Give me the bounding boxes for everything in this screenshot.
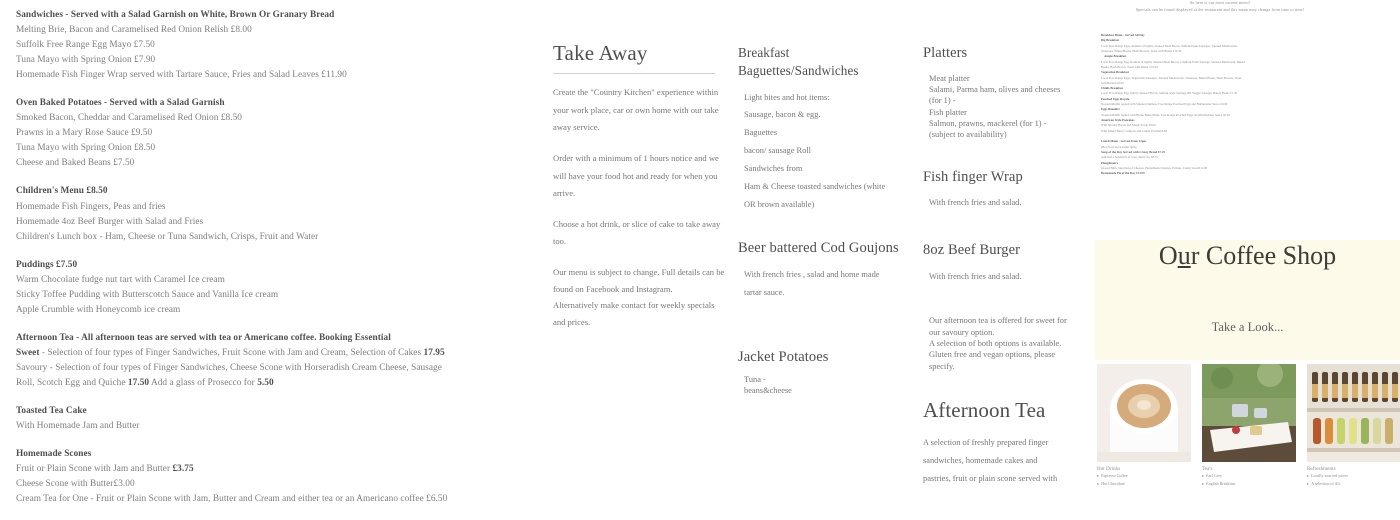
take-away-paragraph: Order with a minimum of 1 hours notice and we will have your food hot and ready for when you arrive.	[553, 152, 719, 199]
micro-menu-heading: Breakfast Menu - Served All Day	[1101, 33, 1145, 37]
bottled-drinks-shelf-photo	[1307, 364, 1400, 462]
menu-item-line	[16, 477, 536, 492]
platters-note-line: A selection of both options is available.	[929, 339, 1062, 349]
menu-emphasis: 17.50	[127, 377, 150, 388]
afternoon-tea-lines	[923, 434, 1103, 487]
card-list-item: ▸ A selection of Alc	[1307, 480, 1400, 488]
cod-goujons-line: tartar sauce.	[744, 287, 785, 297]
main-menu-column	[16, 8, 536, 520]
menu-item-line: With Homemade Jam and Butter	[16, 421, 140, 432]
menu-section	[16, 184, 536, 244]
menu-item-line	[16, 361, 536, 376]
platter-item: (subject to availability)	[929, 130, 1007, 140]
platters-items	[923, 73, 1103, 141]
breakfast-baguettes-items	[738, 89, 913, 214]
menu-emphasis: £3.75	[172, 464, 194, 475]
jacket-potatoes-line: Tuna -	[744, 375, 766, 385]
card-heading: Hot Drinks	[1097, 467, 1121, 472]
platters-note-line: specify.	[929, 361, 955, 371]
micro-menu-line: Tomatoes, Baked Beans, Hash Browns, Toast with Butter £12.50	[1101, 48, 1182, 53]
menu-text: Fruit or Plain Scone with Jam and Butter	[16, 464, 173, 475]
menu-item-line: Prawns in a Mary Rose Sauce £9.50	[16, 128, 153, 139]
platters-note	[923, 315, 1103, 372]
coffee-shop-card[interactable]	[1097, 364, 1191, 488]
menu-section	[16, 258, 536, 318]
take-away-title: Take Away	[553, 41, 648, 65]
micro-menu-heading: Soup of the Day Served with Crusty Bread £7.25	[1101, 149, 1165, 154]
menu-emphasis: 17.95	[423, 347, 445, 358]
menu-item-line: Melting Brie, Bacon and Caramelised Red Onion Relish £8.00	[16, 25, 252, 36]
latte-cup-photo	[1097, 364, 1191, 462]
menu-section-heading: Toasted Tea Cake	[16, 406, 87, 417]
platter-item: Fish platter	[929, 107, 967, 117]
afternoon-tea-line: sandwiches, homemade cakes and	[923, 456, 1038, 466]
menu-item-line: Smoked Bacon, Cheddar and Caramelised Red Onion £8.50	[16, 113, 242, 124]
menu-item-line	[16, 376, 536, 391]
breakfast-baguettes-title	[738, 44, 913, 80]
micro-menu-heading: Ploughman's	[1101, 160, 1119, 165]
card-list-item: ▸ English Breakfast	[1202, 480, 1296, 488]
menu-section	[16, 331, 536, 391]
platters-note-line: Gluten free and vegan options, please	[929, 350, 1056, 360]
menu-section-heading: Children's Menu £8.50	[16, 186, 108, 197]
menu-item-line: Tuna Mayo with Spring Onion £8.50	[16, 143, 156, 154]
menu-text: Cream Tea for One - Fruit or Plain Scone with Jam, Butter and Cream and either tea or an Americano coffee £6.50	[16, 494, 448, 505]
menu-section-heading: Puddings £7.50	[16, 259, 78, 270]
take-away-paragraph: Our menu is subject to change. Full details can be found on Facebook and Instagram.	[553, 266, 725, 294]
micro-menu-line: Beans, Hash Brown, Toast with Butter £10.95	[1101, 64, 1158, 69]
afternoon-tea-title: Afternoon Tea	[923, 398, 1046, 423]
take-away-divider	[553, 73, 715, 74]
menu-item-line: Homemade 4oz Beef Burger with Salad and Fries	[16, 216, 204, 227]
breakfast-baguettes-title-line2: Baguettes/Sandwiches	[738, 62, 859, 78]
menu-section-heading: Oven Baked Potatoes - Served with a Salad Garnish	[16, 98, 225, 109]
menu-section	[16, 447, 536, 507]
menu-item-line: Suffolk Free Range Egg Mayo £7.50	[16, 40, 155, 51]
micro-menu-heading: Big Breakfast	[1101, 38, 1120, 43]
beef-burger-lines	[923, 268, 1103, 286]
card-list-item: ▸ Espresso Coffee	[1097, 472, 1191, 480]
menu-text: Savoury - Selection of four types of Finger Sandwiches, Cheese Scone with Horseradish Cream Cheese, Sausage	[16, 362, 442, 373]
micro-menu-line: With Mixed Berry Compote and Crème Fraiche£6.80	[1101, 128, 1168, 133]
micro-menu-heading: Vegetarian Breakfast	[1101, 70, 1129, 75]
beef-burger-line: With french fries and salad.	[929, 271, 1022, 281]
fish-finger-wrap-title: Fish finger Wrap	[923, 168, 1023, 185]
menu-item-line	[16, 346, 536, 361]
menu-item-line: Homemade Fish Fingers, Peas and fries	[16, 201, 166, 212]
menu-text: Roll, Scotch Egg and Quiche	[16, 377, 128, 388]
micro-menu-heading: Ample Breakfast	[1104, 54, 1127, 59]
fish-wrap-line: With french fries and salad.	[929, 198, 1022, 208]
micro-menu-heading: Poached Eggs Royale	[1101, 96, 1130, 101]
cod-goujons-lines	[738, 266, 913, 302]
platter-item: Salmon, prawns, mackerel (for 1) -	[929, 118, 1047, 128]
menu-text: Add a glass of Prosecco for	[149, 377, 258, 388]
coffee-shop-title-underline: u	[1177, 241, 1191, 270]
afternoon-tea-line: A selection of freshly prepared finger	[923, 438, 1049, 448]
breakfast-item: Sandwiches from	[744, 163, 803, 173]
fish-finger-wrap-lines	[923, 194, 1103, 212]
menu-item-line: Apple Crumble with Honeycomb ice cream	[16, 304, 181, 315]
breakfast-item: bacon/ sausage Roll	[744, 146, 811, 156]
micro-menu-line: Add half a Sandwich of your choice for £8.75	[1101, 155, 1158, 160]
cod-goujons-title: Beer battered Cod Goujons	[738, 240, 899, 257]
platters-note-line: our savoury option.	[929, 327, 995, 337]
card-list-item: ▸ Earl Grey	[1202, 472, 1296, 480]
coffee-shop-title-post: r Coffee Shop	[1190, 241, 1337, 270]
card-list-item: ▸ Hot Chocolate	[1097, 480, 1191, 488]
afternoon-tea-line: pastries, fruit or plain scone served with	[923, 474, 1058, 484]
platter-item: (for 1) -	[929, 96, 956, 106]
coffee-shop-title-pre: O	[1158, 241, 1178, 270]
coffee-shop-card[interactable]	[1307, 364, 1400, 488]
afternoon-tea-platter-photo	[1202, 364, 1296, 462]
platters-title: Platters	[923, 45, 968, 61]
breakfast-item: Light bites and hot items:	[744, 92, 830, 102]
micro-menu-line: Toasted Muffin topped with Home Baked Ham, Free Range Poached Eggs and Hollandaise Sauce £8.95	[1101, 112, 1230, 117]
menu-item-line: Homemade Fish Finger Wrap served with Tartare Sauce, Fries and Salad Leaves £11.90	[16, 70, 347, 81]
menu-item-line: Children's Lunch box - Ham, Cheese or Tuna Sandwich, Crisps, Fruit and Water	[16, 231, 319, 242]
beef-burger-title: 8oz Beef Burger	[923, 242, 1021, 258]
menu-item-line: Cheese and Baked Beans £7.50	[16, 158, 135, 169]
micro-menu-heading: Lunch Menu - Served From 12pm	[1101, 139, 1147, 144]
coffee-shop-card[interactable]	[1202, 364, 1296, 488]
cod-goujons-line: With french fries , salad and home made	[744, 269, 880, 279]
coffee-shop-cards	[1097, 364, 1400, 488]
platter-item: Salami, Parma ham, olives and cheeses	[929, 84, 1061, 94]
micro-menu-heading: Eggs Benedict	[1101, 107, 1120, 112]
breakfast-baguettes-column	[738, 44, 913, 397]
menu-emphasis: Sweet	[16, 347, 40, 358]
menu-section-heading: Afternoon Tea - All afternoon teas are served with tea or Americano coffee. Booking Essential	[16, 332, 391, 343]
micro-menu-line: Glazed Ham, Selection of Cheeses, Homemade Chutney, Pickles, Crusty bread£12.00	[1101, 165, 1208, 170]
breakfast-item: OR brown available)	[744, 199, 815, 209]
platter-item: Meat platter	[929, 73, 970, 83]
menu-text: Cheese Scone with Butter£3.00	[16, 479, 135, 490]
breakfast-baguettes-title-line1: Breakfast	[738, 45, 790, 60]
card-heading: Tea's	[1202, 467, 1213, 472]
breakfast-lunch-micro-menu	[1101, 33, 1397, 176]
breakfast-item: Ham & Cheese toasted sandwiches (white	[744, 181, 886, 191]
menu-text: - Selection of four types of Finger Sandwiches, Fruit Scone with Jam and Cream, Selection of Cakes	[39, 347, 424, 358]
micro-menu-line: (Hot Food served until 3pm)	[1101, 144, 1137, 149]
take-away-body	[553, 84, 725, 331]
menu-item-line: Sticky Toffee Pudding with Butterscotch Sauce and Vanilla Ice cream	[16, 289, 279, 300]
take-away-paragraph: Choose a hot drink, or slice of cake to take away too.	[553, 218, 721, 247]
banner-line-2: Specials can be found displayed at the restaurant and this menu may change from time to time!	[1135, 6, 1305, 12]
micro-menu-heading: Childs Breakfast	[1101, 86, 1124, 91]
menu-item-line: Warm Chocolate fudge nut tart with Caramel Ice cream	[16, 274, 225, 285]
menu-item-line: Tuna Mayo with Spring Onion £7.90	[16, 55, 156, 66]
micro-menu-line: Toasted Muffin topped with Smoked Salmon, Free Range Poached Eggs and Hollandaise Sauce £9.00	[1101, 102, 1228, 107]
menu-emphasis: 5.50	[257, 377, 274, 388]
card-heading: Refreshments	[1307, 467, 1336, 472]
micro-menu-line: Local Free Range Egg, Rashers of lightly smoked Back Bacon, a Suffolk Pride Sausage, Sauteed Mushroom, Baked	[1101, 59, 1245, 64]
top-banner	[1040, 0, 1400, 13]
micro-menu-line: with Butter£10.20	[1101, 80, 1124, 85]
micro-menu-line: Local Free Range Egg, lightly smoked Bacon, Suffolk pride Sausage OR Veggie Sausage, Baked Beans £7.50	[1101, 91, 1238, 96]
card-list-item: ▸ Locally sourced juices	[1307, 472, 1400, 480]
banner-line-1: So here is our most current menu!	[1189, 0, 1251, 5]
micro-menu-line: Local Free Range Eggs, Vegetarian Sausages, Sauteed Mushrooms, Tomatoes, Baked Beans, Hash Browns, Toast	[1101, 75, 1242, 80]
micro-menu-line: With Streaky Bacon and Maple Syrup £6.90	[1101, 123, 1156, 128]
micro-menu-line: Local Free Range Eggs, Rashers of lightly smoked Back Bacon, Suffolk Pride Sausages, Sauteed Mushrooms,	[1101, 43, 1238, 48]
micro-menu-heading: Homemade Pie of the Day £13.95	[1101, 171, 1145, 176]
jacket-potatoes-lines	[738, 374, 913, 397]
take-away-column	[553, 42, 725, 344]
take-away-paragraph: Alternatively make contact for weekly specials and prices.	[553, 300, 715, 328]
platters-column	[923, 44, 1103, 488]
menu-section	[16, 404, 536, 434]
platters-note-line: Our afternoon tea is offered for sweet for	[929, 316, 1067, 326]
take-a-look-heading: Take a Look...	[1211, 320, 1284, 334]
take-away-paragraph: Create the "Country Kitchen" experience within your work place, car or own home with our take away service.	[553, 87, 719, 133]
menu-item-line	[16, 462, 536, 477]
coffee-shop-title	[1095, 240, 1400, 273]
jacket-potatoes-title: Jacket Potatoes	[738, 348, 829, 365]
jacket-potatoes-line: beans&cheese	[744, 386, 792, 396]
menu-section-heading: Homemade Scones	[16, 449, 92, 460]
menu-section	[16, 8, 536, 83]
menu-section-heading: Sandwiches - Served with a Salad Garnish on White, Brown Or Granary Bread	[16, 10, 335, 20]
micro-menu-heading: American Style Pancakes	[1101, 118, 1135, 122]
menu-section	[16, 96, 536, 171]
breakfast-item: Sausage, bacon & egg.	[744, 110, 821, 120]
breakfast-item: Baguettes	[744, 128, 778, 138]
